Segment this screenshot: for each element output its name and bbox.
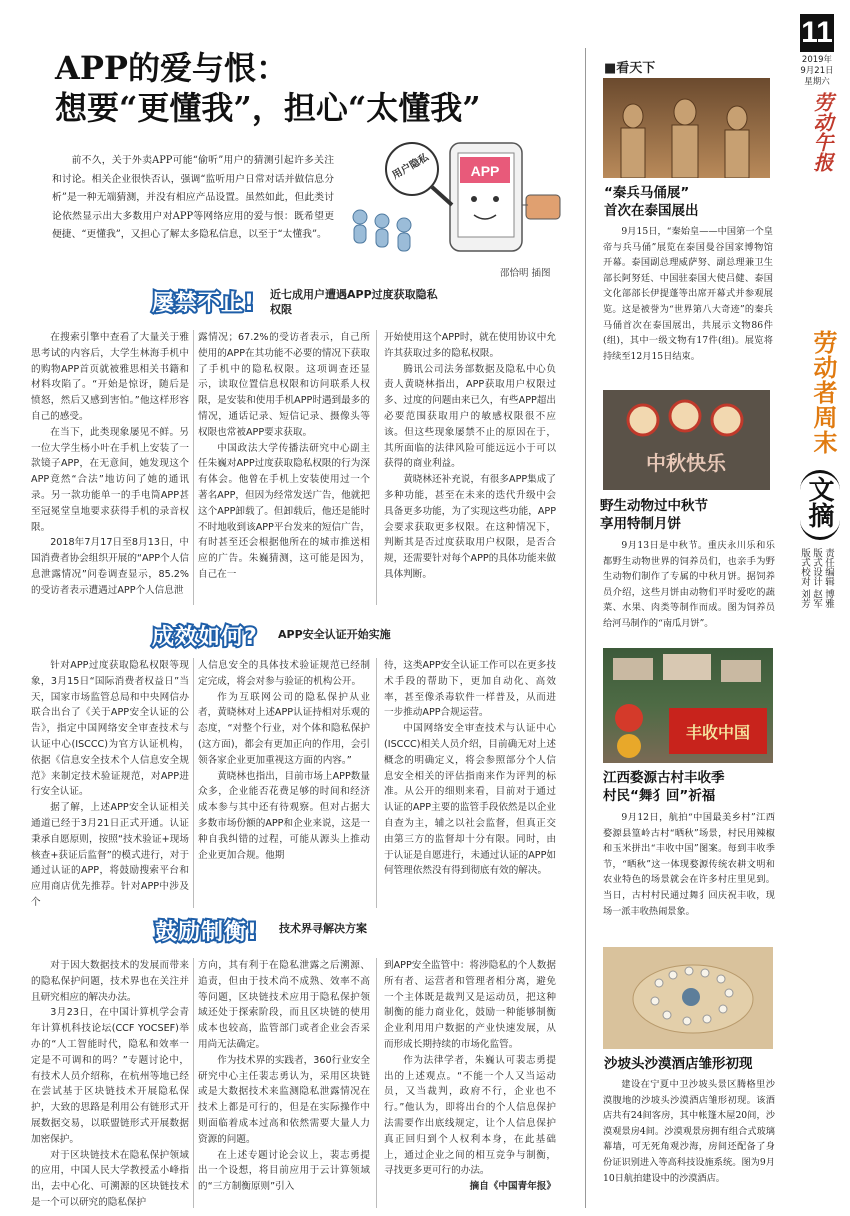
- paragraph: 在上述专题讨论会议上，裴志勇提出一个设想，将目前应用于云计算领域的“三方制衡原则”引入: [198, 1149, 370, 1193]
- paragraph: 针对APP过度获取隐私权限等现象，3月15日“国际消费者权益日”当天，国家市场监管总局和中央网信办联合出台了《关于APP安全认证的公告》，指定中国网络安全审查技术与认证中心(ISCCC)为官方认证机构，依据《信息安全技术个人信息安全规范》来制定技术验证规范，对APP进行安全认证。: [31, 660, 189, 798]
- paragraph: 待，这类APP安全认证工作可以在更多技术手段的帮助下，更加自动化、高效率，甚至像杀毒软件一样普及，从而进一步推动APP合规运营。: [384, 660, 556, 719]
- sidebar-divider: [585, 48, 586, 1208]
- sidebar-item-4-body: 建设在宁夏中卫沙坡头景区腾格里沙漠腹地的沙坡头沙漠酒店雏形初现。该酒店共有24间客房，其中帐篷木屋20间，沙漠观景房4间。沙漠观景房拥有组合式玻璃幕墙，可无死角观沙海，房间还配备了身份证识别进入等高科技设施系统。图为9月10日航拍建设中的沙漠酒店。: [603, 1079, 775, 1184]
- village-harvest-photo: [603, 648, 773, 763]
- sidebar-header: ■看天下: [604, 61, 656, 76]
- section-2-heading: 成效如何?: [152, 625, 258, 650]
- headline-line-1: APP的爱与恨：: [55, 49, 288, 87]
- headline-line-2: 想要“更懂我”，担心“太懂我”: [55, 89, 481, 127]
- section-1-col-2: [198, 330, 370, 583]
- editor-credits: 责任编辑 博雅 版式设计 赵军 版式校对 刘芳: [799, 548, 834, 609]
- section-3-subheading: 技术界寻解决方案: [279, 922, 367, 935]
- sidebar-item-3-body: 9月12日，航拍“中国最美乡村”江西婺源县篁岭古村“晒秋”场景，村民用辣椒和玉米拼出“丰收中国”图案。每到丰收季节，“晒秋”这一体现婺源传统农耕文明和农业特色的场景就会在许多村庄里见到。当日，古村村民通过舞犭回庆祝丰收，现场一派丰收热闹景象。: [603, 812, 775, 917]
- section-1-col-1: [31, 330, 189, 599]
- paragraph: 作为互联网公司的隐私保护从业者，黄晓林对上述APP认证持相对乐观的态度，“对整个行业，对个体和隐私保护(这方面)，都会有更加正向的作用，会引领各家企业更加重视这方面的内容。”: [198, 691, 370, 766]
- headline: [55, 48, 585, 128]
- paragraph: 据了解，上述APP安全认证相关通道已经于3月21日正式开通。认证秉承自愿原则，按照“技术验证+现场核查+获证后监督”的模式进行，对于通过认证的APP，将鼓励搜索平台和应用商店优先推荐。针对APP中涉及个: [31, 802, 189, 908]
- paragraph: 对于区块链技术在隐私保护领域的应用，中国人民大学教授孟小峰指出，去中心化、可溯源的区块链技术是一个可以研究的隐私保护: [31, 1149, 189, 1208]
- section-2-col-3: [384, 658, 556, 879]
- column-divider: [376, 658, 377, 908]
- paragraph: 作为技术界的实践者，360行业安全研究中心主任裴志勇认为，采用区块链或是大数据技术来监测隐私泄露情况在技术上都是可行的，但是在实际操作中则面临着成本过高和依然需要大量人力资源的问题。: [198, 1054, 370, 1145]
- paragraph: 3月23日，在中国计算机学会青年计算机科技论坛(CCF YOCSEF)举办的“人工智能时代，隐私和效率一定是不可调和的吗？”专题讨论中，有技术人员介绍称，在杭州等地已经在尝试基于区块链技术开展隐私保护，大致的思路是利用公有链形式开展数据交易，以联盟链形式开展数据加密保护。: [31, 1007, 189, 1145]
- sidebar-item-1-body: 9月15日，“秦始皇——中国第一个皇帝与兵马俑”展览在泰国曼谷国家博物馆开幕。泰国副总理威萨努、副总理兼卫生部长阿努廷、中国驻泰国大使吕健、泰国文化部部长伊提蓬等出席开幕式并参观展览。这是被誉为“世界第八大奇迹”的秦兵马俑首次在泰国展出，共展示文物86件(组)，其中一级文物有17件(组)。展览将持续至12月15日结束。: [603, 226, 773, 362]
- column-divider: [193, 330, 194, 605]
- section-1-col-3: [384, 330, 556, 583]
- paragraph: 方向，其有利于在隐私泄露之后溯源、追责，但由于技术尚不成熟、效率不高等问题，区块链技术应用于隐私保护领域还处于探索阶段，而且区块链的使用成本也较高，监管部门或者企业会否采用尚无法确定。: [198, 960, 370, 1050]
- paragraph: 黄晓林也指出，目前市场上APP数量众多，企业能否花费足够的时间和经济成本参与其中还有待观察。但对占据大多数市场份额的APP和企业来说，这是一种自我纠错的过程，可能从源头上推动企业更加合规。他期: [198, 770, 370, 861]
- sidebar-item-1-title: “秦兵马俑展” 首次在泰国展出: [604, 185, 699, 219]
- issue-date: 2019年 9月21日 星期六: [800, 55, 834, 87]
- column-divider: [193, 958, 194, 1208]
- small-people-icon: [353, 210, 411, 251]
- paragraph: 作为法律学者，朱巍认可裴志勇提出的上述观点。“不能一个人又当运动员，又当裁判，政府不行，企业也不行。”他认为，即将出台的个人信息保护法需要作出底线规定，让个人信息保护真正回归到个人权利本身，在此基础上，通过企业之间的相互竞争与制衡，寻找更多更可行的办法。: [384, 1054, 556, 1177]
- sidebar-item-4-title: 沙坡头沙漠酒店雏形初现: [604, 1056, 753, 1072]
- phone-character-icon: [450, 143, 560, 251]
- paragraph: 在搜索引擎中查看了大量关于雅思考试的内容后，大学生林海手机中的购物APP首页就被雅思相关书籍和材料攻陷了。“开始是惊讶，随后是愤怒，然后又感到害怕。”他这样形容自己的感受。: [31, 332, 189, 422]
- desert-hotel-photo: [603, 947, 773, 1049]
- magnifier-sign-icon: [386, 143, 452, 205]
- terracotta-photo: [603, 78, 770, 178]
- mooncake-photo: [603, 390, 770, 490]
- column-name-digest: 文摘: [804, 476, 834, 528]
- section-3-heading: 鼓励制衡!: [155, 920, 259, 945]
- section-1-heading: 屡禁不止!: [152, 291, 256, 316]
- paragraph: 人信息安全的具体技术验证规范已经制定完成，将会对参与验证的机构公开。: [198, 660, 370, 687]
- source-attribution: 摘自《中国青年报》: [469, 1181, 556, 1193]
- paragraph: 到APP安全监管中：将涉隐私的个人数据所有者、运营者和管理者相分离，避免一个主体既是裁判又是运动员，把这种制衡的能力商业化，鼓励一种能够制衡企业利用用户数据的产业快速发展，从而形成长期持续的市场化监管。: [384, 960, 556, 1050]
- app-illustration: [340, 135, 585, 265]
- illustration-credit: 邵恰明 插图: [500, 268, 551, 279]
- section-3-col-1: [31, 958, 189, 1211]
- svg-text:丰收中国: 丰收中国: [685, 723, 751, 742]
- paragraph: 中国政法大学传播法研究中心副主任朱巍对APP过度获取隐私权限的行为深有体会。他曾在手机上安装使用过一个著名APP，但因为经常发送广告，他就把这个APP卸载了。但卸载后，他还是能时不时地收到该APP平台发来的短信广告，有时甚至还会根据他所在的城市推送相应的广告。朱巍猜测，这可能是因为，自己在一: [198, 442, 370, 580]
- column-divider: [376, 958, 377, 1208]
- svg-text:用户隐私: 用户隐私: [390, 152, 431, 182]
- sidebar-item-2-body: 9月13日是中秋节。重庆永川乐和乐都野生动物世界的饲养员们，也亲手为野生动物们制作了专属的中秋月饼。据饲养员介绍，这些月饼由动物们平时爱吃的蔬菜、水果、肉类等制作而成。图为饲养员给河马制作的“南瓜月饼”。: [603, 540, 775, 629]
- paragraph: 露情况；67.2%的受访者表示，自己所使用的APP在其功能不必要的情况下获取了手机中的隐私权限。这项调查还显示，读取位置信息权限和访问联系人权限，是安装和使用手机APP时遇到最多的情况，通话记录、短信记录、摄像头等权限也常被APP要求获取。: [198, 332, 370, 438]
- page-number: 11: [800, 14, 834, 52]
- intro-paragraph: 前不久，关于外卖APP可能“偷听”用户的猜测引起许多关注和讨论。相关企业很快否认，强调“监听用户日常对话并做信息分析”是一种无端猜测，并没有相应产品设置。虽然如此，但此类讨论依然显示出大多数用户对APP等网络应用的爱与恨：既希望更便捷、“更懂我”，又担心了解太多隐私信息，以至于“太懂我”。: [52, 155, 334, 241]
- paragraph: 在当下，此类现象屡见不鲜。另一位大学生杨小叶在手机上安装了一款镜子APP，在无意间，她发现这个APP竟然“合法”地访问了她的通讯录。另一款功能单一的手电筒APP甚至冠冕堂皇地要求获得手机的录音权限。: [31, 426, 189, 533]
- sidebar-item-2-title: 野生动物过中秋节 享用特制月饼: [600, 498, 708, 532]
- column-divider: [193, 658, 194, 908]
- section-2-col-1: [31, 658, 189, 911]
- paragraph: 中国网络安全审查技术与认证中心(ISCCC)相关人员介绍，目前确无对上述概念的明确定义，将会参照部分个人信息安全相关的评估指南来作为评判的标准。从公开的细则来看，目前对于通过认证的APP主要的监管手段依然是以企业自查为主，辅之以社会监督，但真正交由第三方的监督却十分有限。同时，由于认证是自愿进行，未通过认证的APP如何管理依然没有得到彻底有效的解决。: [384, 723, 556, 877]
- section-1-subheading: 近七成用户遭遇APP过度获取隐私权限: [270, 288, 438, 316]
- column-name-worker: 劳动者周末: [809, 330, 837, 455]
- svg-text:中秋快乐: 中秋快乐: [646, 451, 726, 475]
- paragraph: 腾讯公司法务部数据及隐私中心负责人黄晓林指出，APP获取用户权限过多、过度的问题由来已久，有些APP超出必要范围获取用户的敏感权限很不应该。但这些现象屡禁不止的原因在于，其所面临的法律风险可能远远小于可以获得的商业利益。: [384, 363, 556, 470]
- paragraph: 对于因大数据技术的发展而带来的隐私保护问题，技术界也在关注并且研究相应的解决办法。: [31, 960, 189, 1003]
- section-3-col-3: [384, 958, 556, 1195]
- section-2-subheading: APP安全认证开始实施: [278, 628, 391, 641]
- paragraph: 黄晓林还补充说，有很多APP集成了多种功能，甚至在未来的迭代升级中会具备更多功能，为了实现这些功能，APP会要求获取更多权限。在这种情况下，判断其是否过度获取用户权限，是否合规，还需要针对每个APP的具体功能来做具体判断。: [384, 474, 556, 580]
- newspaper-logo: 劳动午报: [810, 92, 834, 172]
- paragraph: 开始使用这个APP时，就在使用协议中允许其获取过多的隐私权限。: [384, 332, 556, 359]
- paragraph: 2018年7月17日至8月13日，中国消费者协会组织开展的“APP个人信息泄露情况”问卷调查显示，85.2%的受访者表示遭遇过APP个人信息泄: [31, 537, 189, 596]
- section-3-col-2: [198, 958, 370, 1195]
- section-2-col-2: [198, 658, 370, 863]
- svg-text:APP: APP: [470, 163, 500, 179]
- column-divider: [376, 330, 377, 605]
- sidebar-item-3-title: 江西婺源古村丰收季 村民“舞犭回”祈福: [603, 770, 725, 804]
